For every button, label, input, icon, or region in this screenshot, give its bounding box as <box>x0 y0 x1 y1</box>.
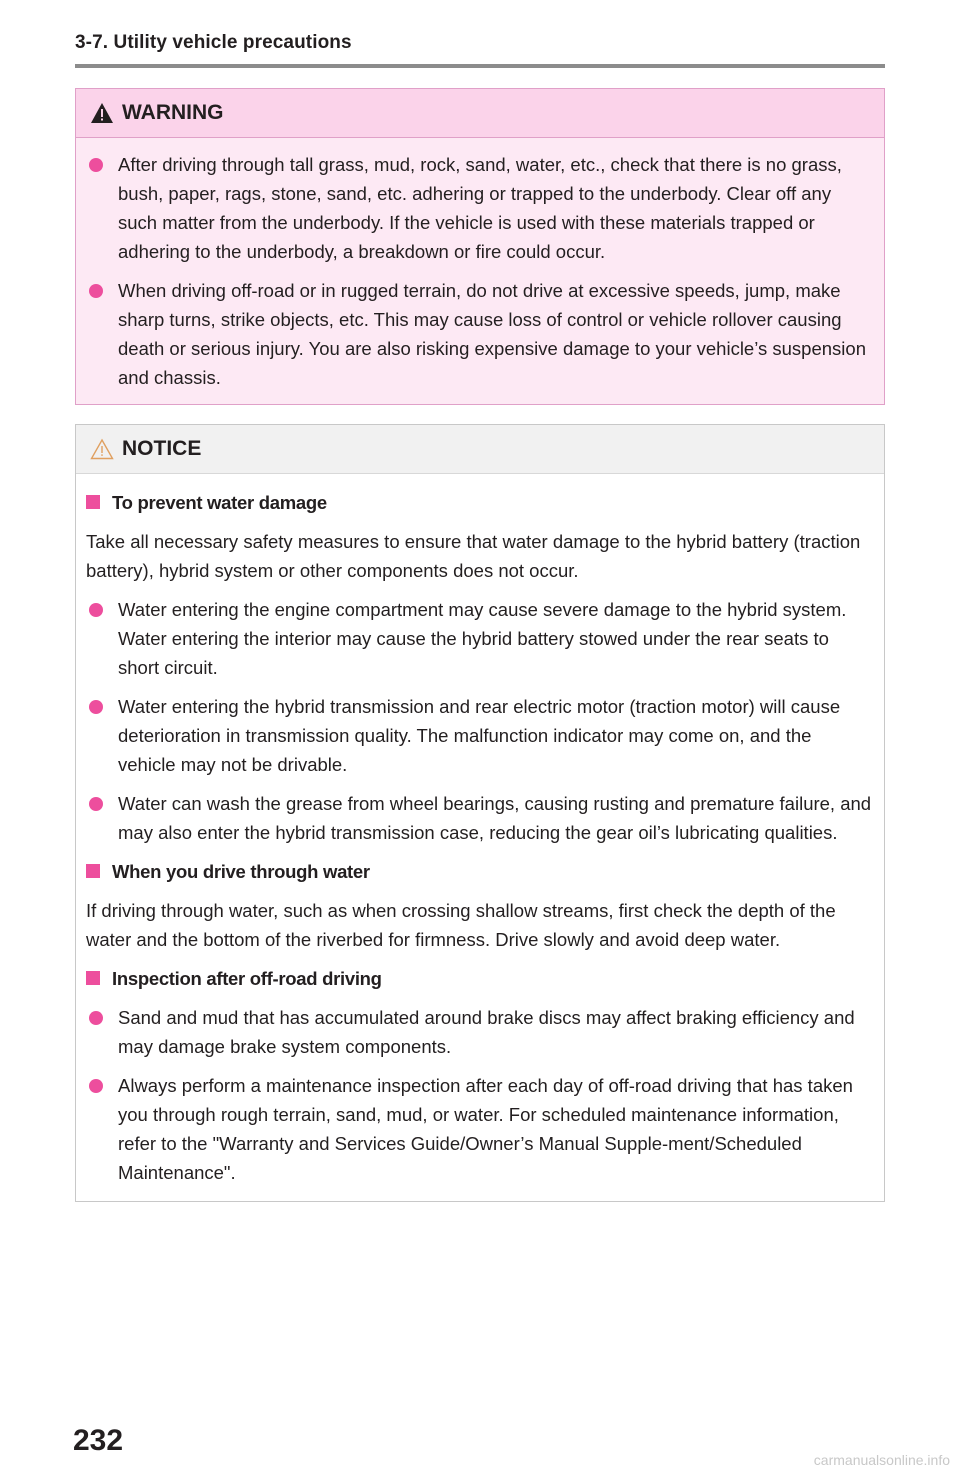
notice-subheading <box>86 857 872 886</box>
notice-paragraph: If driving through water, such as when crossing shallow streams, first check the depth of the water and the bottom of the riverbed for firmness. Drive slowly and avoid deep water. <box>86 900 836 950</box>
bullet-dot-icon <box>89 603 103 617</box>
bullet-dot-icon <box>89 284 103 298</box>
page-number: 232 <box>73 1424 124 1457</box>
warning-triangle-icon <box>90 102 116 124</box>
notice-bullet <box>86 595 872 682</box>
warning-bullet-text: When driving off-road or in rugged terrain, do not drive at excessive speeds, jump, make sharp turns, strike objects, etc. This may cause loss of control or vehicle rollover causing death or serious injury. You are also risking expensive damage to your vehicle’s suspension and chassis. <box>118 280 866 388</box>
watermark: carmanualsonline.info <box>813 1452 950 1468</box>
bullet-dot-icon <box>89 797 103 811</box>
notice-bullet-text: Sand and mud that has accumulated around brake discs may affect braking efficiency and may damage brake system components. <box>118 1007 855 1057</box>
notice-title: NOTICE <box>122 437 202 460</box>
warning-bullet <box>86 276 872 392</box>
notice-body <box>76 474 884 1201</box>
subheading-text: To prevent water damage <box>112 492 327 513</box>
square-bullet-icon <box>86 495 100 509</box>
section-title: 3-7. Utility vehicle precautions <box>75 32 352 53</box>
warning-box <box>75 88 885 405</box>
notice-box <box>75 424 885 1202</box>
bullet-dot-icon <box>89 700 103 714</box>
subheading-text: When you drive through water <box>112 861 370 882</box>
notice-subheading <box>86 488 872 517</box>
notice-subheading <box>86 964 872 993</box>
notice-bullet-text: Always perform a maintenance inspection after each day of off-road driving that has taken you through rough terrain, sand, mud, or water. For scheduled maintenance information, refer to the "Warranty and Services Guide/Owner’s Manual Supple-ment/Scheduled Maintenance". <box>118 1075 853 1183</box>
notice-bullet <box>86 1071 872 1187</box>
notice-bullet-text: Water can wash the grease from wheel bearings, causing rusting and premature failure, and may also enter the hybrid transmission case, reducing the gear oil’s lubricating qualities. <box>118 793 872 843</box>
notice-bullet <box>86 1003 872 1061</box>
bullet-dot-icon <box>89 1079 103 1093</box>
warning-body <box>76 138 884 404</box>
square-bullet-icon <box>86 971 100 985</box>
square-bullet-icon <box>86 864 100 878</box>
warning-title: WARNING <box>122 101 224 124</box>
warning-bullet-text: After driving through tall grass, mud, rock, sand, water, etc., check that there is no grass, bush, paper, rags, stone, sand, etc. adhering or trapped to the underbody. Clear off any such matter from the underbody. If the vehicle is used with these materials trapped or adhering to the underbody, a breakdown or fire could occur. <box>118 154 842 262</box>
notice-bullet <box>86 789 872 847</box>
notice-header <box>76 425 884 474</box>
caution-triangle-icon <box>90 438 116 460</box>
notice-paragraph: Take all necessary safety measures to ensure that water damage to the hybrid battery (traction battery), hybrid system or other components does not occur. <box>86 531 861 581</box>
header-rule <box>75 64 885 68</box>
subheading-text: Inspection after off-road driving <box>112 968 382 989</box>
bullet-dot-icon <box>89 158 103 172</box>
bullet-dot-icon <box>89 1011 103 1025</box>
notice-bullet <box>86 692 872 779</box>
warning-header <box>76 89 884 138</box>
notice-bullet-text: Water entering the engine compartment may cause severe damage to the hybrid system. Water entering the interior may cause the hybrid battery stowed under the rear seats to short circuit. <box>118 599 847 678</box>
notice-bullet-text: Water entering the hybrid transmission and rear electric motor (traction motor) will cause deterioration in transmission quality. The malfunction indicator may come on, and the vehicle may not be drivable. <box>118 696 841 775</box>
warning-bullet <box>86 150 872 266</box>
